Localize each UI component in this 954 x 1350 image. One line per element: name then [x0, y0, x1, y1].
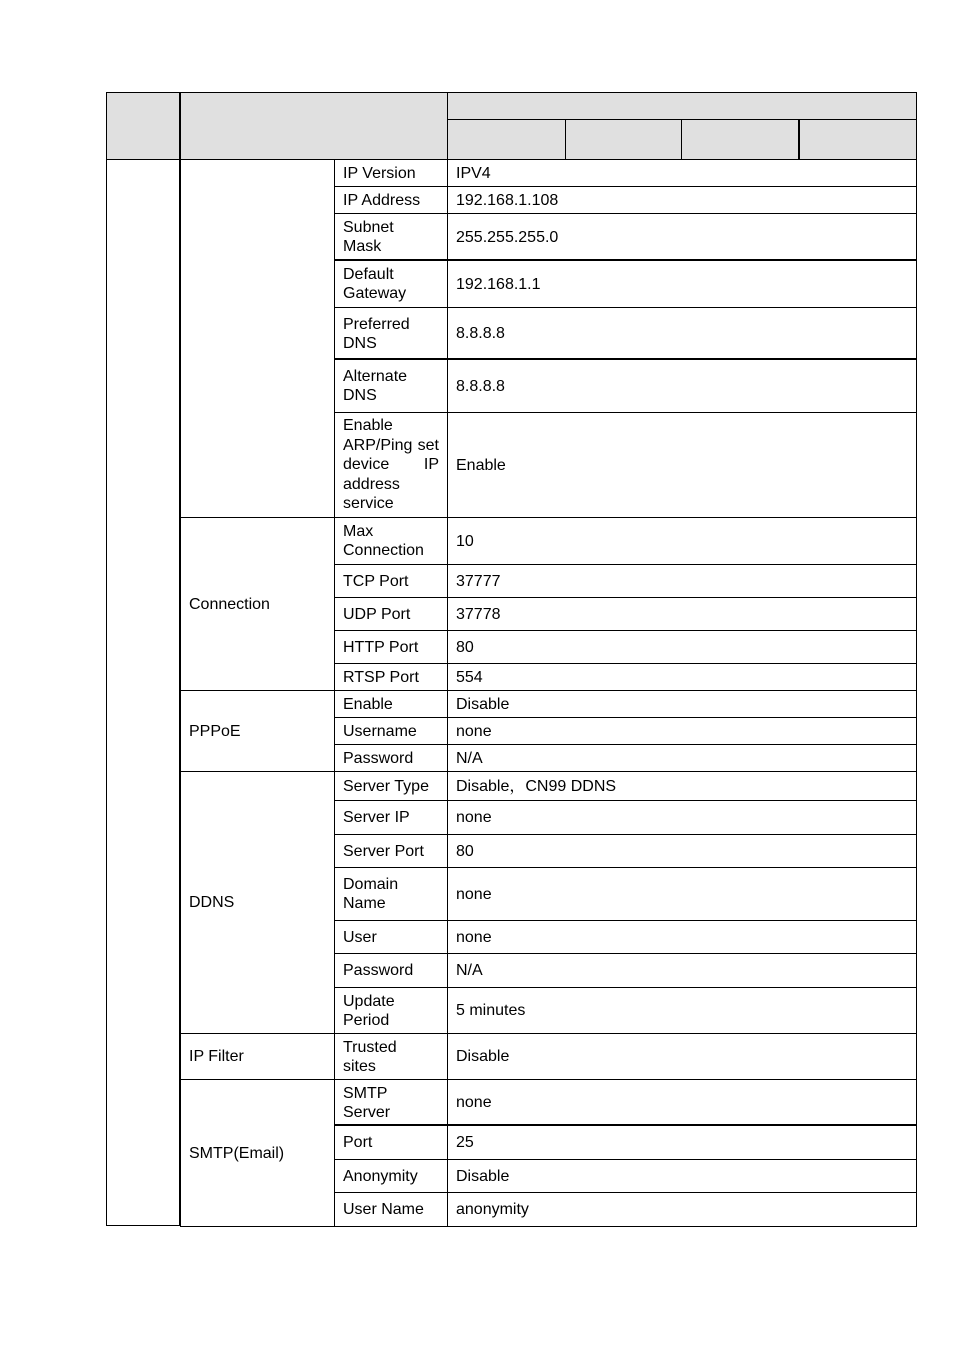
- group-label: DDNS: [180, 771, 335, 1034]
- param-cell: TCP Port: [334, 564, 448, 598]
- group-label: Connection: [180, 517, 335, 691]
- value-cell: 80: [447, 630, 917, 664]
- value-cell: Disable: [447, 1033, 917, 1080]
- value-cell: 25: [447, 1125, 917, 1160]
- header-sub-2: [565, 119, 682, 160]
- header-col-3-top: [447, 92, 917, 120]
- value-cell: Disable: [447, 1159, 917, 1193]
- value-cell: 10: [447, 517, 917, 565]
- param-cell: SMTP Server: [334, 1079, 448, 1126]
- value-cell: Enable: [447, 412, 917, 518]
- header-sub-3: [681, 119, 800, 160]
- value-cell: none: [447, 1079, 917, 1126]
- header-col-1: [106, 92, 181, 160]
- param-cell: HTTP Port: [334, 630, 448, 664]
- value-cell: 5 minutes: [447, 987, 917, 1034]
- param-cell: Domain Name: [334, 867, 448, 921]
- row-rule: [334, 358, 917, 360]
- value-cell: Disable: [447, 690, 917, 718]
- value-cell: N/A: [447, 953, 917, 988]
- param-cell: Enable ARP/Ping set device IP address service: [334, 412, 448, 518]
- param-cell: Username: [334, 717, 448, 745]
- param-cell: UDP Port: [334, 597, 448, 631]
- param-cell: Enable: [334, 690, 448, 718]
- param-cell: Alternate DNS: [334, 359, 448, 413]
- value-cell: 8.8.8.8: [447, 307, 917, 360]
- group-label: SMTP(Email): [180, 1079, 335, 1227]
- value-cell: N/A: [447, 744, 917, 772]
- body-col-1: [106, 159, 181, 1226]
- value-cell: 80: [447, 834, 917, 868]
- param-cell: IP Version: [334, 159, 448, 187]
- value-cell: IPV4: [447, 159, 917, 187]
- param-cell: User: [334, 920, 448, 954]
- param-cell: Password: [334, 744, 448, 772]
- param-cell: Anonymity: [334, 1159, 448, 1193]
- value-cell: none: [447, 800, 917, 835]
- header-sub-4: [799, 119, 917, 160]
- param-cell: Server Port: [334, 834, 448, 868]
- value-cell: 192.168.1.1: [447, 260, 917, 308]
- value-cell: none: [447, 717, 917, 745]
- param-cell: Server Type: [334, 771, 448, 801]
- group-label: [180, 159, 335, 518]
- param-cell: RTSP Port: [334, 663, 448, 691]
- value-cell: 37778: [447, 597, 917, 631]
- value-cell: 37777: [447, 564, 917, 598]
- rule-col1-col2: [179, 92, 181, 1226]
- group-label: IP Filter: [180, 1033, 335, 1080]
- param-cell: Max Connection: [334, 517, 448, 565]
- group-label: PPPoE: [180, 690, 335, 772]
- param-cell: Subnet Mask: [334, 213, 448, 261]
- value-cell: 554: [447, 663, 917, 691]
- value-cell: 255.255.255.0: [447, 213, 917, 261]
- header-col-2: [180, 92, 448, 160]
- value-cell: anonymity: [447, 1192, 917, 1227]
- param-cell: Password: [334, 953, 448, 988]
- value-cell: none: [447, 920, 917, 954]
- param-cell: Preferred DNS: [334, 307, 448, 360]
- param-cell: Default Gateway: [334, 260, 448, 308]
- param-cell: IP Address: [334, 186, 448, 214]
- param-cell: User Name: [334, 1192, 448, 1227]
- param-cell: Server IP: [334, 800, 448, 835]
- value-cell: 8.8.8.8: [447, 359, 917, 413]
- param-cell: Port: [334, 1125, 448, 1160]
- row-rule: [334, 1124, 917, 1126]
- param-cell: Update Period: [334, 987, 448, 1034]
- value-cell: none: [447, 867, 917, 921]
- header-sub-1: [447, 119, 566, 160]
- row-rule: [334, 259, 917, 261]
- value-cell: Disable，CN99 DDNS: [447, 771, 917, 801]
- rule-sub3-sub4: [798, 119, 800, 160]
- param-cell: Trusted sites: [334, 1033, 448, 1080]
- value-cell: 192.168.1.108: [447, 186, 917, 214]
